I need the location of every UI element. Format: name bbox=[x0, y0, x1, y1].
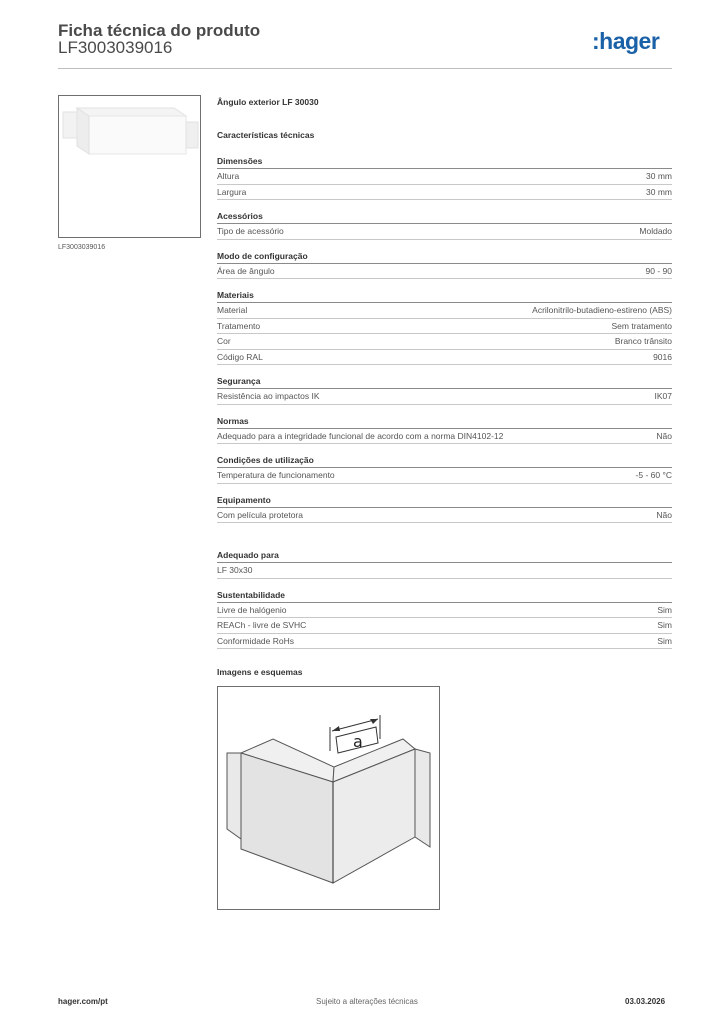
spec-label: LF 30x30 bbox=[217, 565, 253, 575]
section-configuration bbox=[217, 250, 672, 280]
spec-row bbox=[217, 185, 672, 201]
spec-value: 30 mm bbox=[646, 186, 672, 197]
images-heading: Imagens e esquemas bbox=[217, 667, 303, 677]
spec-row bbox=[217, 618, 672, 634]
spec-label: Com película protetora bbox=[217, 509, 303, 520]
spec-sections bbox=[217, 155, 672, 659]
footer-disclaimer: Sujeito a alterações técnicas bbox=[316, 997, 418, 1006]
section-safety bbox=[217, 375, 672, 405]
spec-row bbox=[217, 468, 672, 484]
spec-value: Acrilonitrilo-butadieno-estireno (ABS) bbox=[532, 305, 672, 315]
section-title: Equipamento bbox=[217, 494, 672, 508]
spec-label: Cor bbox=[217, 336, 231, 346]
spec-value: 90 - 90 bbox=[645, 265, 672, 276]
technical-characteristics-heading: Características técnicas bbox=[217, 130, 315, 140]
section-equipment bbox=[217, 494, 672, 524]
spec-value: Moldado bbox=[639, 226, 672, 236]
section-title: Segurança bbox=[217, 375, 672, 389]
product-thumbnail bbox=[58, 95, 201, 238]
spec-row bbox=[217, 264, 672, 280]
spec-label: Adequado para a integridade funcional de acordo com a norma DIN4102-12 bbox=[217, 430, 504, 441]
section-title: Acessórios bbox=[217, 210, 672, 224]
section-title: Materiais bbox=[217, 289, 672, 303]
section-accessories bbox=[217, 210, 672, 240]
spec-row bbox=[217, 169, 672, 185]
spec-value: Sim bbox=[657, 620, 672, 630]
section-usage-conditions bbox=[217, 454, 672, 484]
spec-label: Tratamento bbox=[217, 320, 261, 331]
spec-label: Material bbox=[217, 305, 248, 315]
spec-row bbox=[217, 389, 672, 405]
spec-label: Tipo de acessório bbox=[217, 226, 284, 236]
section-materials bbox=[217, 289, 672, 365]
spec-row bbox=[217, 563, 672, 579]
spec-row bbox=[217, 350, 672, 366]
corner-angle-drawing-icon bbox=[218, 687, 439, 909]
section-suitable-for bbox=[217, 549, 672, 579]
spec-label: Largura bbox=[217, 186, 247, 197]
spec-value: Sim bbox=[657, 635, 672, 646]
spec-value: Branco trânsito bbox=[614, 336, 672, 346]
spec-row bbox=[217, 334, 672, 350]
spec-label: Livre de halógenio bbox=[217, 604, 287, 615]
spec-value: Não bbox=[656, 430, 672, 441]
spec-value: IK07 bbox=[654, 391, 672, 401]
section-sustainability bbox=[217, 589, 672, 650]
spec-value: Sim bbox=[657, 604, 672, 615]
spec-value: -5 - 60 °C bbox=[635, 470, 672, 480]
dimension-label: a bbox=[353, 732, 363, 751]
section-title: Modo de configuração bbox=[217, 250, 672, 264]
spec-label: Altura bbox=[217, 171, 240, 181]
spec-label: Área de ângulo bbox=[217, 265, 275, 276]
header-divider bbox=[58, 68, 672, 69]
product-code: LF3003039016 bbox=[58, 38, 173, 57]
spec-row bbox=[217, 603, 672, 619]
section-title: Dimensões bbox=[217, 155, 672, 169]
section-title: Adequado para bbox=[217, 549, 672, 563]
hager-logo: :hager bbox=[592, 28, 660, 54]
corner-angle-photo-icon bbox=[59, 96, 200, 237]
section-standards bbox=[217, 415, 672, 445]
spec-value: Não bbox=[656, 509, 672, 520]
spec-label: Código RAL bbox=[217, 351, 263, 362]
product-name: Ângulo exterior LF 30030 bbox=[217, 97, 319, 107]
spec-label: Resistência ao impactos IK bbox=[217, 391, 320, 401]
spec-row bbox=[217, 319, 672, 335]
spec-label: REACh - livre de SVHC bbox=[217, 620, 307, 630]
footer-date: 03.03.2026 bbox=[625, 997, 666, 1006]
spec-value: Sem tratamento bbox=[611, 320, 672, 331]
spec-value: 9016 bbox=[653, 351, 672, 362]
dimension-schema bbox=[217, 686, 440, 910]
footer-website[interactable]: hager.com/pt bbox=[58, 997, 108, 1006]
section-title: Condições de utilização bbox=[217, 454, 672, 468]
spec-label: Conformidade RoHs bbox=[217, 635, 295, 646]
spec-label: Temperatura de funcionamento bbox=[217, 470, 335, 480]
spec-row bbox=[217, 303, 672, 319]
section-title: Sustentabilidade bbox=[217, 589, 672, 603]
spec-row bbox=[217, 508, 672, 524]
spec-row bbox=[217, 224, 672, 240]
thumbnail-caption: LF3003039016 bbox=[58, 244, 106, 251]
section-title: Normas bbox=[217, 415, 672, 429]
document-title: Ficha técnica do produto bbox=[58, 21, 261, 40]
spec-row bbox=[217, 429, 672, 445]
section-dimensions bbox=[217, 155, 672, 200]
spec-value: 30 mm bbox=[646, 171, 672, 181]
spec-row bbox=[217, 634, 672, 650]
